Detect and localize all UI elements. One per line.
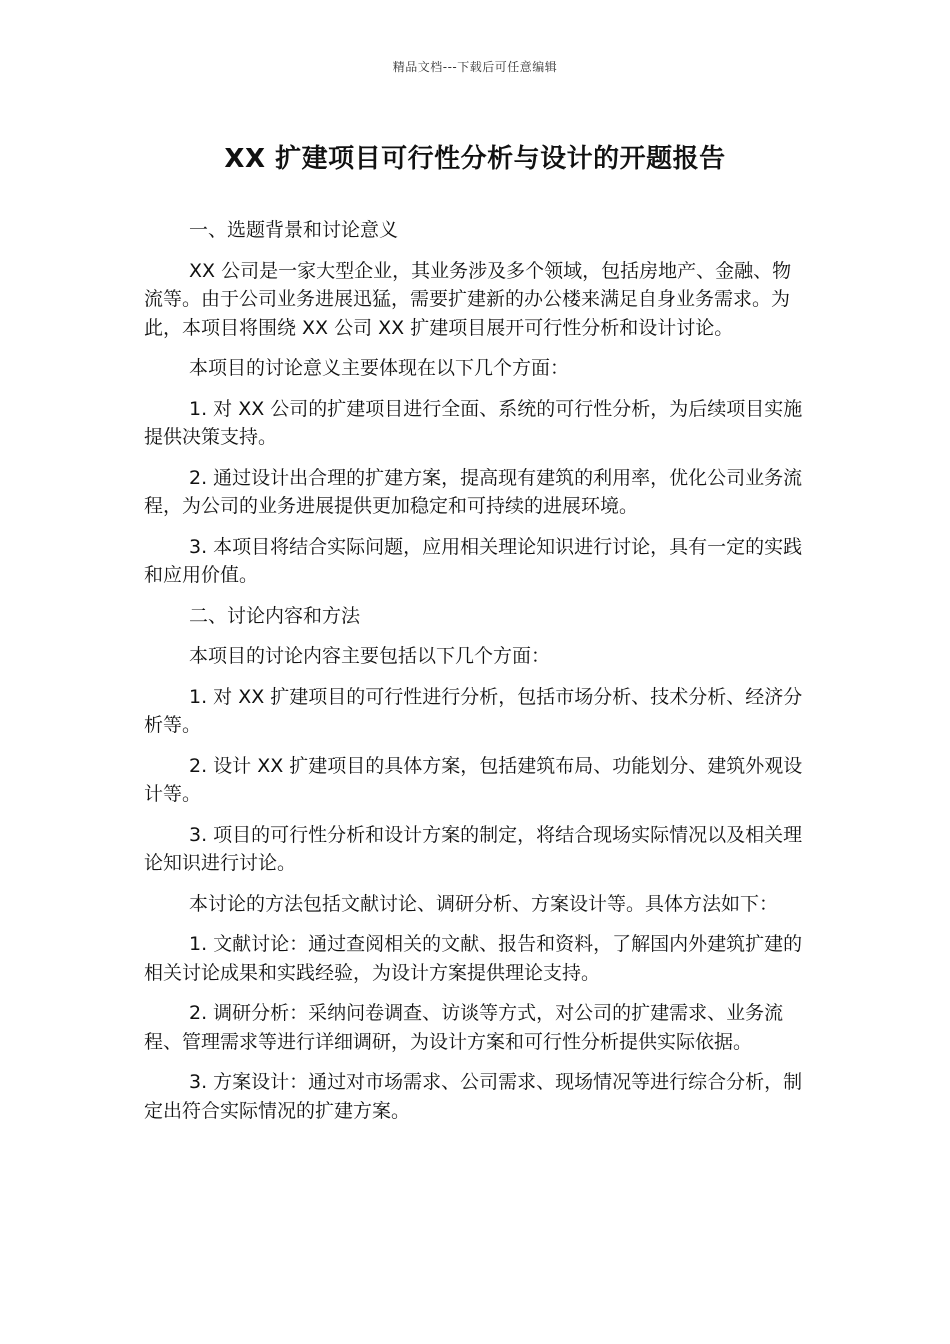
list-item: 2. 调研分析：采纳问卷调查、访谈等方式，对公司的扩建需求、业务流程、管理需求等进行详细调研，为设计方案和可行性分析提供实际依据。	[144, 1002, 784, 1053]
document-body	[144, 216, 808, 1137]
header-note: 精品文档---下载后可任意编辑	[392, 60, 558, 74]
list-item: 2. 通过设计出合理的扩建方案，提高现有建筑的利用率，优化公司业务流程，为公司的业务进展提供更加稳定和可持续的进展环境。	[144, 466, 803, 517]
body-paragraph: 本项目的讨论内容主要包括以下几个方面：	[189, 645, 551, 667]
list-item: 2. 设计 XX 扩建项目的具体方案，包括建筑布局、功能划分、建筑外观设计等。	[144, 754, 803, 805]
list-item: 3. 本项目将结合实际问题，应用相关理论知识进行讨论，具有一定的实践和应用价值。	[144, 535, 803, 586]
document-title: XX 扩建项目可行性分析与设计的开题报告	[224, 144, 726, 174]
list-item: 1. 文献讨论：通过查阅相关的文献、报告和资料，了解国内外建筑扩建的相关讨论成果和实践经验，为设计方案提供理论支持。	[144, 933, 803, 984]
list-item: 3. 方案设计：通过对市场需求、公司需求、现场情况等进行综合分析，制定出符合实际情况的扩建方案。	[144, 1071, 803, 1122]
section-heading-methods: 二、讨论内容和方法	[189, 604, 361, 627]
body-paragraph: XX 公司是一家大型企业，其业务涉及多个领域，包括房地产、金融、物流等。由于公司业务进展迅猛，需要扩建新的办公楼来满足自身业务需求。为此，本项目将围绕 XX 公司 XX 扩建项目展开可行性分析和设计讨论。	[144, 259, 792, 339]
list-item: 1. 对 XX 扩建项目的可行性进行分析，包括市场分析、技术分析、经济分析等。	[144, 685, 803, 736]
section-heading-background: 一、选题背景和讨论意义	[189, 219, 399, 241]
list-item: 1. 对 XX 公司的扩建项目进行全面、系统的可行性分析，为后续项目实施提供决策支持。	[144, 397, 803, 448]
body-paragraph: 本讨论的方法包括文献讨论、调研分析、方案设计等。具体方法如下：	[189, 892, 779, 915]
list-item: 3. 项目的可行性分析和设计方案的制定，将结合现场实际情况以及相关理论知识进行讨论。	[144, 823, 803, 874]
body-paragraph: 本项目的讨论意义主要体现在以下几个方面：	[189, 357, 570, 379]
